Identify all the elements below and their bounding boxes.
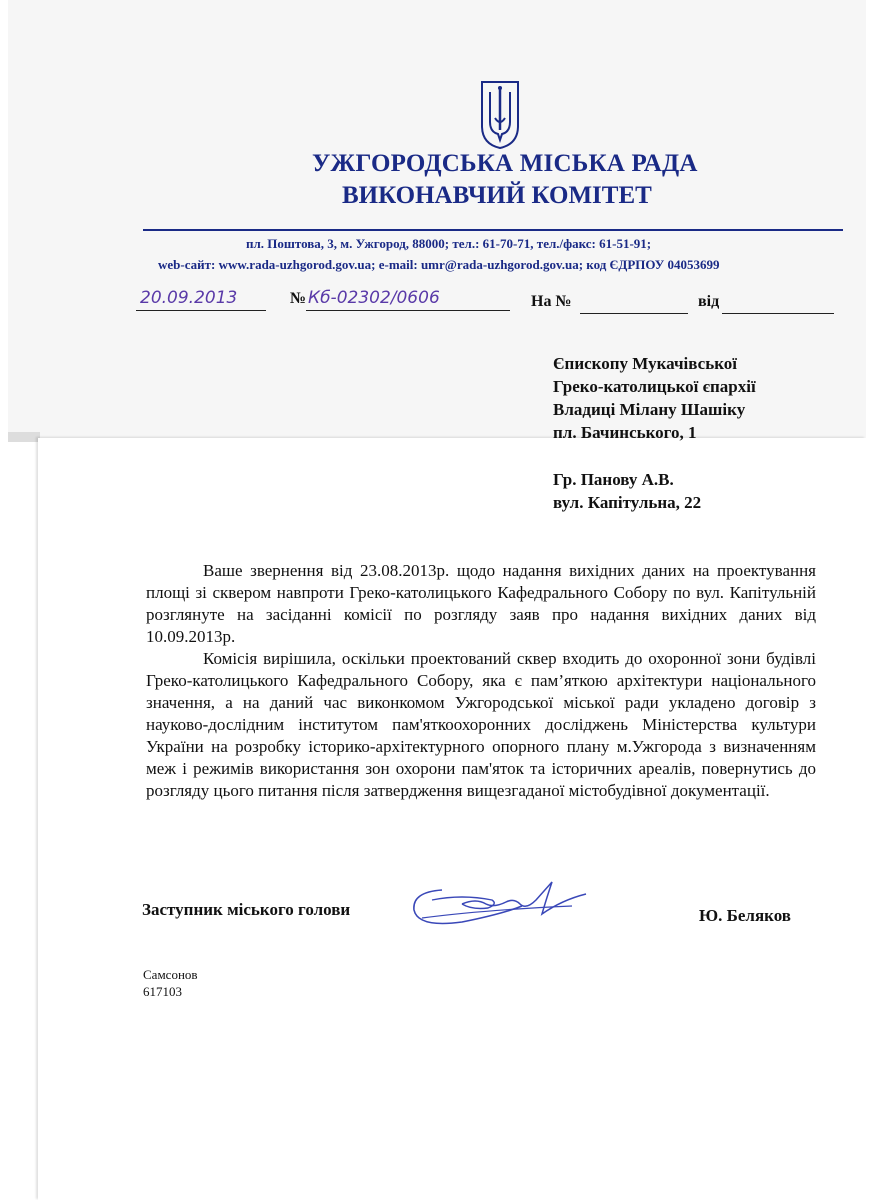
letter-sheet — [38, 438, 866, 1200]
recipient-line: Єпископу Мукачівської — [553, 354, 737, 373]
address-line-1: пл. Поштова, 3, м. Ужгород, 88000; тел.: 61-70-71, тел./факс: 61-51-91; — [246, 236, 652, 251]
reply-from-label: від — [698, 293, 720, 310]
handwritten-number: Кб-02302/0606 — [308, 288, 440, 308]
recipient-block-2 — [553, 468, 701, 514]
org-name: УЖГОРОДСЬКА МІСЬКА РАДА — [312, 150, 698, 177]
recipient-line: пл. Бачинського, 1 — [553, 423, 697, 442]
handwritten-date: 20.09.2013 — [140, 288, 238, 308]
header-divider — [143, 229, 843, 231]
recipient-line: Греко-католицької єпархії — [553, 377, 756, 396]
reply-to-label: На № — [531, 293, 572, 310]
recipient-block-1 — [553, 352, 756, 444]
date-underline — [136, 310, 266, 311]
recipient-line: вул. Капітульна, 22 — [553, 493, 702, 512]
executor-name: Самсонов — [143, 967, 198, 982]
number-underline — [306, 310, 510, 311]
body-paragraph-1: Ваше звернення від 23.08.2013р. щодо надання вихідних даних на проектування площі зі сквером навпроти Греко-католицького Кафедрального Собору по вул. Капітульній розглянуте на засіданні комісії по розгляду заяв про надання вихідних даних від 10.09.2013р. — [146, 561, 816, 646]
reply-date-blank — [722, 313, 834, 314]
body-paragraph-2: Комісія вирішила, оскільки проектований сквер входить до охоронної зони будівлі Греко-католицького Кафедрального Собору, яка є пам’яткою архітектури національного значення, а на даний час виконкомом Ужгородської міської ради укладено договір з науково-дослідним інститутом пам'яткоохоронних досліджень Міністерства культури України на розробку історико-архітектурного опорного плану м.Ужгорода з визначенням меж і режимів використання зон охорони пам'яток та історичних ареалів, повернутись до розгляду цього питання після затвердження вищезгаданої містобудівної документації. — [146, 649, 816, 800]
signatory-name: Ю. Беляков — [699, 906, 791, 925]
reply-number-blank — [580, 313, 688, 314]
address-line-2: web-сайт: www.rada-uzhgorod.gov.ua; e-mail: umr@rada-uzhgorod.gov.ua; код ЄДРПОУ 04053699 — [158, 257, 720, 272]
fold-edge — [8, 432, 40, 442]
signatory-title: Заступник міського голови — [142, 900, 351, 919]
recipient-line: Гр. Панову А.В. — [553, 470, 674, 489]
org-subname: ВИКОНАВЧИЙ КОМІТЕТ — [342, 182, 652, 209]
recipient-line: Владиці Мілану Шашіку — [553, 400, 746, 419]
trident-icon — [478, 78, 522, 150]
executor-block — [143, 966, 198, 1000]
executor-phone: 617103 — [143, 984, 182, 999]
number-prefix: № — [290, 290, 307, 307]
handwritten-signature — [402, 870, 588, 940]
letter-body — [146, 560, 816, 802]
